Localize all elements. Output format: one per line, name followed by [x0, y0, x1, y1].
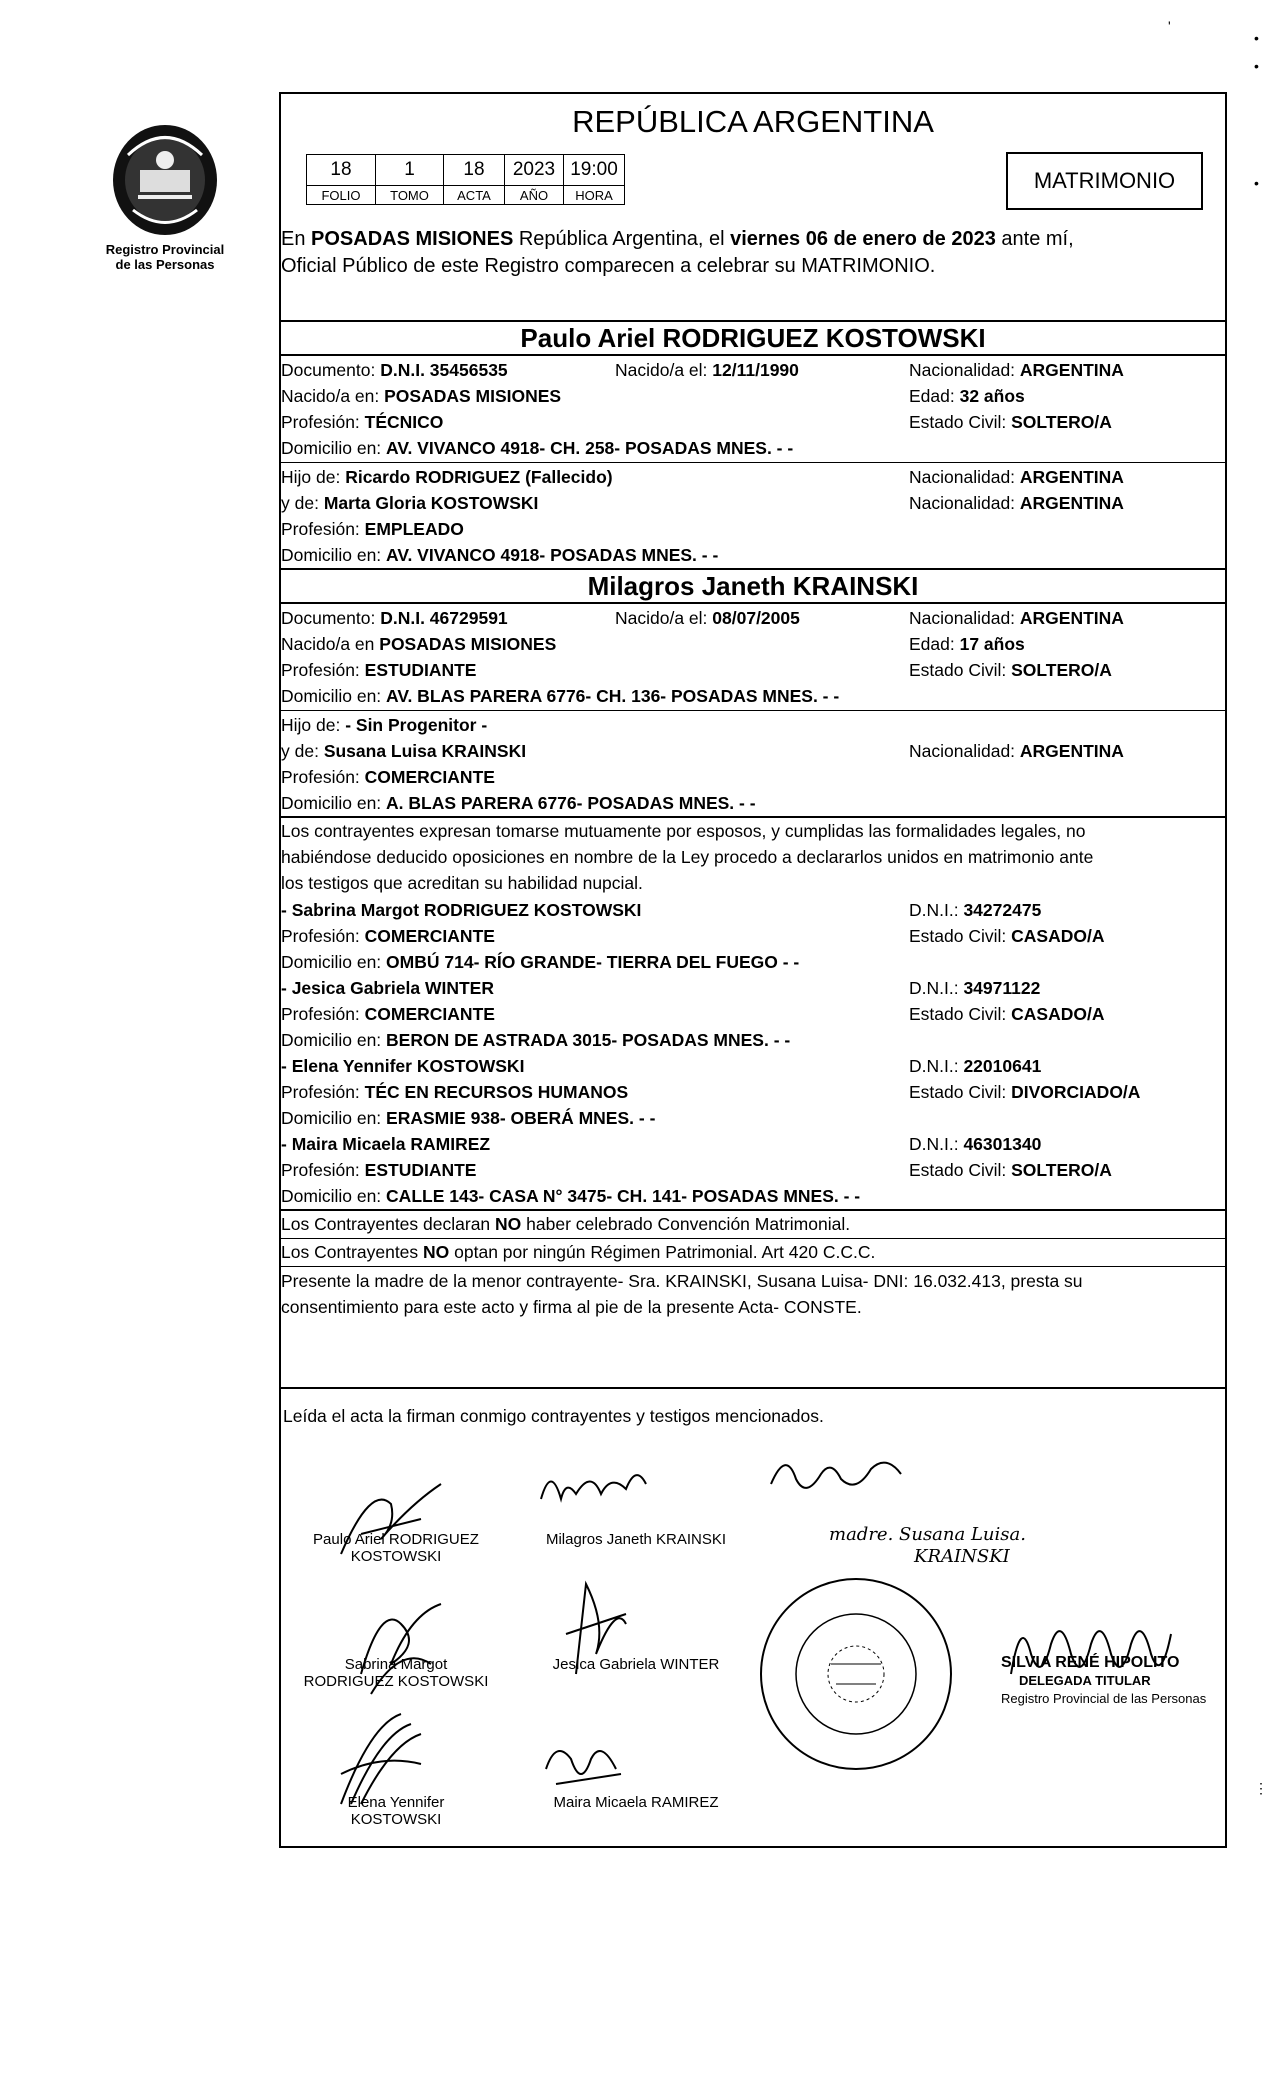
field-value: Marta Gloria KOSTOWSKI	[323, 493, 539, 513]
convention-emphasis: NO	[423, 1242, 450, 1262]
declaration-paragraph	[281, 818, 1225, 896]
field-value: TÉCNICO	[364, 412, 444, 432]
divider	[281, 1266, 1225, 1267]
field-label: Hijo de:	[281, 467, 346, 487]
consent-paragraph	[281, 1268, 1225, 1320]
logo-caption-line2: de las Personas	[115, 257, 215, 272]
logo-caption	[100, 242, 230, 272]
signature-label-witness3	[296, 1794, 496, 1828]
bride-age	[909, 634, 1025, 654]
field-label: Domicilio en:	[281, 793, 387, 813]
field-value: EMPLEADO	[364, 519, 464, 539]
declaration-line: habiéndose deducido oposiciones en nombre de la Ley procedo a declararlos unidos en matrimonio ante	[281, 847, 1094, 867]
intro-date: viernes 06 de enero de 2023	[730, 228, 996, 250]
field-label: Profesión:	[281, 1004, 365, 1024]
intro-line2: Oficial Público de este Registro comparecen a celebrar su MATRIMONIO.	[281, 255, 936, 277]
field-value: D.N.I. 46729591	[380, 608, 508, 628]
signature-label-line: RODRIGUEZ KOSTOWSKI	[303, 1673, 489, 1690]
divider	[281, 1238, 1225, 1239]
field-label: Domicilio en:	[281, 1030, 387, 1050]
divider	[281, 568, 1225, 570]
margin-mark: •	[1254, 30, 1259, 46]
groom-mother	[281, 493, 538, 513]
record-id-table	[306, 154, 625, 205]
field-label: y de:	[281, 741, 324, 761]
groom-father-nationality	[909, 467, 1124, 487]
field-label: Domicilio en:	[281, 438, 387, 458]
consent-line: consentimiento para este acto y firma al pie de la presente Acta- CONSTE.	[281, 1297, 862, 1317]
witness-4-address	[281, 1186, 860, 1206]
field-label: Domicilio en:	[281, 952, 387, 972]
closing-statement: Leída el acta la firman conmigo contrayentes y testigos mencionados.	[283, 1406, 824, 1426]
divider	[281, 1387, 1225, 1389]
signature-bride-icon	[536, 1459, 666, 1519]
field-value: CALLE 143- CASA N° 3475- CH. 141- POSADAS MNES. - -	[386, 1186, 861, 1206]
signature-label-line: Sabrina Margot	[344, 1656, 448, 1673]
field-value: 12/11/1990	[712, 360, 799, 380]
field-value: CASADO/A	[1011, 926, 1105, 946]
witness-4-dni	[909, 1134, 1041, 1154]
official-role: DELEGADA TITULAR	[1019, 1673, 1151, 1688]
acta-value: 18	[444, 155, 505, 186]
official-stamp-icon	[756, 1574, 956, 1774]
field-value: ARGENTINA	[1019, 608, 1124, 628]
field-label: Nacionalidad:	[909, 467, 1020, 487]
field-value: ERASMIE 938- OBERÁ MNES. - -	[386, 1108, 656, 1128]
field-label: Profesión:	[281, 412, 365, 432]
field-value: ARGENTINA	[1019, 493, 1124, 513]
field-label: Estado Civil:	[909, 412, 1012, 432]
certificate-frame	[279, 92, 1227, 1848]
witness-3-dni	[909, 1056, 1041, 1076]
field-value: AV. VIVANCO 4918- CH. 258- POSADAS MNES. - -	[386, 438, 794, 458]
field-label: y de:	[281, 493, 324, 513]
field-label: Domicilio en:	[281, 686, 387, 706]
field-value: OMBÚ 714- RÍO GRANDE- TIERRA DEL FUEGO - -	[386, 952, 800, 972]
divider	[281, 320, 1225, 322]
groom-birthdate	[615, 360, 799, 380]
signature-label-line: Jesica Gabriela WINTER	[552, 1656, 720, 1673]
bride-birthplace	[281, 634, 556, 654]
field-value: Susana Luisa KRAINSKI	[323, 741, 527, 761]
divider	[281, 602, 1225, 604]
witness-1-dni	[909, 900, 1041, 920]
field-label: Profesión:	[281, 1082, 365, 1102]
field-value: COMERCIANTE	[364, 1004, 495, 1024]
signature-label-witness2	[531, 1656, 741, 1673]
groom-address	[281, 438, 793, 458]
field-value: Ricardo RODRIGUEZ (Fallecido)	[345, 467, 613, 487]
field-label: Domicilio en:	[281, 545, 387, 565]
field-value: SOLTERO/A	[1011, 660, 1112, 680]
signature-label-witness1	[296, 1656, 496, 1690]
signature-label-line: Elena Yennifer	[347, 1794, 445, 1811]
signature-label-groom	[296, 1531, 496, 1565]
intro-paragraph	[281, 226, 1221, 280]
groom-name: Paulo Ariel RODRIGUEZ KOSTOWSKI	[520, 323, 986, 353]
field-value: AV. BLAS PARERA 6776- CH. 136- POSADAS MNES. - -	[386, 686, 840, 706]
official-org: Registro Provincial de las Personas	[1001, 1691, 1207, 1706]
witness-3-name	[281, 1056, 524, 1076]
field-label: Nacido/a el:	[615, 360, 713, 380]
province-seal-icon	[108, 115, 223, 240]
field-value: ARGENTINA	[1019, 467, 1124, 487]
signature-label-witness4	[531, 1794, 741, 1811]
hora-label: HORA	[564, 186, 625, 205]
field-label: D.N.I.:	[909, 900, 964, 920]
bride-nationality	[909, 608, 1124, 628]
witness-2-civil-status	[909, 1004, 1104, 1024]
field-label: Estado Civil:	[909, 926, 1012, 946]
field-label: Estado Civil:	[909, 1004, 1012, 1024]
field-value: 08/07/2005	[712, 608, 800, 628]
field-value: CASADO/A	[1011, 1004, 1105, 1024]
field-label: Nacionalidad:	[909, 493, 1020, 513]
field-value: POSADAS MISIONES	[384, 386, 562, 406]
official-name-stamp	[1001, 1654, 1223, 1708]
field-label: Estado Civil:	[909, 660, 1012, 680]
field-value: A. BLAS PARERA 6776- POSADAS MNES. - -	[386, 793, 756, 813]
bride-birthdate	[615, 608, 800, 628]
logo-caption-line1: Registro Provincial	[105, 242, 225, 257]
consent-line: Presente la madre de la menor contrayente- Sra. KRAINSKI, Susana Luisa- DNI: 16.032.413, presta su	[281, 1271, 1083, 1291]
divider	[281, 1209, 1225, 1211]
bride-address	[281, 686, 839, 706]
declaration-line: los testigos que acreditan su habilidad nupcial.	[281, 873, 643, 893]
groom-nationality	[909, 360, 1124, 380]
field-value: 34272475	[963, 900, 1042, 920]
field-value: ESTUDIANTE	[364, 1160, 477, 1180]
field-value: 32 años	[959, 386, 1025, 406]
field-label: Documento:	[281, 360, 381, 380]
witness-4-civil-status	[909, 1160, 1112, 1180]
anio-label: AÑO	[505, 186, 564, 205]
field-value: ARGENTINA	[1019, 360, 1124, 380]
field-label: Edad:	[909, 386, 960, 406]
groom-civil-status	[909, 412, 1112, 432]
field-value: AV. VIVANCO 4918- POSADAS MNES. - -	[386, 545, 719, 565]
field-label: Domicilio en:	[281, 1108, 387, 1128]
signature-label-line: KOSTOWSKI	[350, 1811, 442, 1828]
field-value: COMERCIANTE	[364, 926, 495, 946]
signature-label-line: Maira Micaela RAMIREZ	[553, 1794, 719, 1811]
groom-document	[281, 360, 508, 380]
bride-parents-profession	[281, 767, 495, 787]
field-label: Nacido/a en	[281, 634, 380, 654]
signature-label-line: Milagros Janeth KRAINSKI	[545, 1531, 727, 1548]
groom-profession	[281, 412, 443, 432]
record-type-box: MATRIMONIO	[1006, 152, 1203, 210]
intro-text: ante mí,	[995, 228, 1074, 250]
convention-text: Los Contrayentes declaran	[281, 1214, 496, 1234]
field-label: Hijo de:	[281, 715, 346, 735]
mother-handwritten-note	[829, 1524, 1089, 1568]
witness-2-dni	[909, 978, 1040, 998]
field-value: ESTUDIANTE	[364, 660, 477, 680]
witness-2-profession	[281, 1004, 495, 1024]
bride-civil-status	[909, 660, 1112, 680]
field-value: COMERCIANTE	[364, 767, 495, 787]
witness-3-civil-status	[909, 1082, 1140, 1102]
margin-mark: ⋮	[1254, 1780, 1268, 1796]
hora-value: 19:00	[564, 155, 625, 186]
bride-mother	[281, 741, 526, 761]
groom-age	[909, 386, 1025, 406]
folio-label: FOLIO	[307, 186, 376, 205]
official-name: SILVIA RENÉ HIPOLITO	[1001, 1654, 1180, 1671]
witness-1-name	[281, 900, 641, 920]
bride-profession	[281, 660, 476, 680]
divider	[281, 354, 1225, 356]
witness-3-profession	[281, 1082, 628, 1102]
divider	[281, 710, 1225, 711]
field-value: BERON DE ASTRADA 3015- POSADAS MNES. - -	[386, 1030, 791, 1050]
groom-birthplace	[281, 386, 561, 406]
field-label: Profesión:	[281, 767, 365, 787]
field-value: POSADAS MISIONES	[379, 634, 557, 654]
field-value: TÉC EN RECURSOS HUMANOS	[364, 1082, 629, 1102]
witness-4-name	[281, 1134, 490, 1154]
convention-line-2	[281, 1242, 875, 1262]
margin-mark: '	[1168, 18, 1171, 34]
signature-label-line: Paulo Ariel RODRIGUEZ	[313, 1531, 479, 1548]
bride-document	[281, 608, 508, 628]
field-value: D.N.I. 35456535	[380, 360, 508, 380]
field-label: Estado Civil:	[909, 1082, 1012, 1102]
signature-label-bride	[531, 1531, 741, 1548]
groom-parents-profession	[281, 519, 464, 539]
field-label: Nacionalidad:	[909, 608, 1020, 628]
convention-text: Los Contrayentes	[281, 1242, 424, 1262]
intro-text: En	[281, 228, 312, 250]
witness-2-address	[281, 1030, 790, 1050]
declaration-line: Los contrayentes expresan tomarse mutuamente por esposos, y cumplidas las formalidades legales, no	[281, 821, 1086, 841]
field-value: ARGENTINA	[1019, 741, 1124, 761]
tomo-label: TOMO	[376, 186, 444, 205]
witness-4-profession	[281, 1160, 476, 1180]
acta-label: ACTA	[444, 186, 505, 205]
field-value: - Sabrina Margot RODRIGUEZ KOSTOWSKI	[281, 900, 642, 920]
field-label: Edad:	[909, 634, 960, 654]
signature-witness2-icon	[546, 1564, 646, 1694]
field-label: D.N.I.:	[909, 978, 964, 998]
witness-1-civil-status	[909, 926, 1104, 946]
note-line: madre. Susana Luisa.	[829, 1524, 1026, 1545]
field-value: DIVORCIADO/A	[1011, 1082, 1141, 1102]
field-value: - Elena Yennifer KOSTOWSKI	[281, 1056, 525, 1076]
field-value: SOLTERO/A	[1011, 412, 1112, 432]
witness-1-profession	[281, 926, 495, 946]
field-label: Nacido/a el:	[615, 608, 713, 628]
signature-mother-icon	[761, 1444, 941, 1514]
convention-emphasis: NO	[495, 1214, 522, 1234]
margin-mark: •	[1254, 58, 1259, 74]
folio-value: 18	[307, 155, 376, 186]
field-label: Domicilio en:	[281, 1186, 387, 1206]
bride-parents-address	[281, 793, 756, 813]
field-value: 34971122	[963, 978, 1041, 998]
document-title: REPÚBLICA ARGENTINA	[572, 104, 934, 139]
field-value: - Sin Progenitor -	[345, 715, 488, 735]
witness-1-address	[281, 952, 799, 972]
divider	[281, 462, 1225, 463]
field-label: Nacionalidad:	[909, 360, 1020, 380]
groom-father	[281, 467, 613, 487]
registry-logo	[100, 115, 230, 272]
field-label: Profesión:	[281, 926, 365, 946]
anio-value: 2023	[505, 155, 564, 186]
convention-text: haber celebrado Convención Matrimonial.	[521, 1214, 851, 1234]
signature-label-line: KOSTOWSKI	[350, 1548, 442, 1565]
field-label: D.N.I.:	[909, 1056, 964, 1076]
field-value: - Maira Micaela RAMIREZ	[281, 1134, 491, 1154]
field-label: Documento:	[281, 608, 381, 628]
field-label: Nacionalidad:	[909, 741, 1020, 761]
bride-father	[281, 715, 487, 735]
field-value: 17 años	[959, 634, 1025, 654]
note-line: KRAINSKI	[914, 1546, 1010, 1567]
convention-text: optan por ningún Régimen Patrimonial. Art 420 C.C.C.	[449, 1242, 876, 1262]
intro-place: POSADAS MISIONES	[311, 228, 514, 250]
field-value: 22010641	[963, 1056, 1042, 1076]
witness-3-address	[281, 1108, 655, 1128]
field-value: SOLTERO/A	[1011, 1160, 1112, 1180]
field-label: D.N.I.:	[909, 1134, 964, 1154]
field-label: Nacido/a en:	[281, 386, 385, 406]
field-value: - Jesica Gabriela WINTER	[281, 978, 494, 998]
witness-2-name	[281, 978, 494, 998]
convention-line-1	[281, 1214, 850, 1234]
tomo-value: 1	[376, 155, 444, 186]
groom-parents-address	[281, 545, 718, 565]
margin-mark: •	[1254, 175, 1259, 191]
field-label: Profesión:	[281, 1160, 365, 1180]
field-label: Profesión:	[281, 519, 365, 539]
bride-name: Milagros Janeth KRAINSKI	[587, 571, 919, 601]
intro-text: República Argentina, el	[513, 228, 731, 250]
field-label: Profesión:	[281, 660, 365, 680]
bride-mother-nationality	[909, 741, 1124, 761]
groom-mother-nationality	[909, 493, 1124, 513]
field-value: 46301340	[963, 1134, 1042, 1154]
field-label: Estado Civil:	[909, 1160, 1012, 1180]
